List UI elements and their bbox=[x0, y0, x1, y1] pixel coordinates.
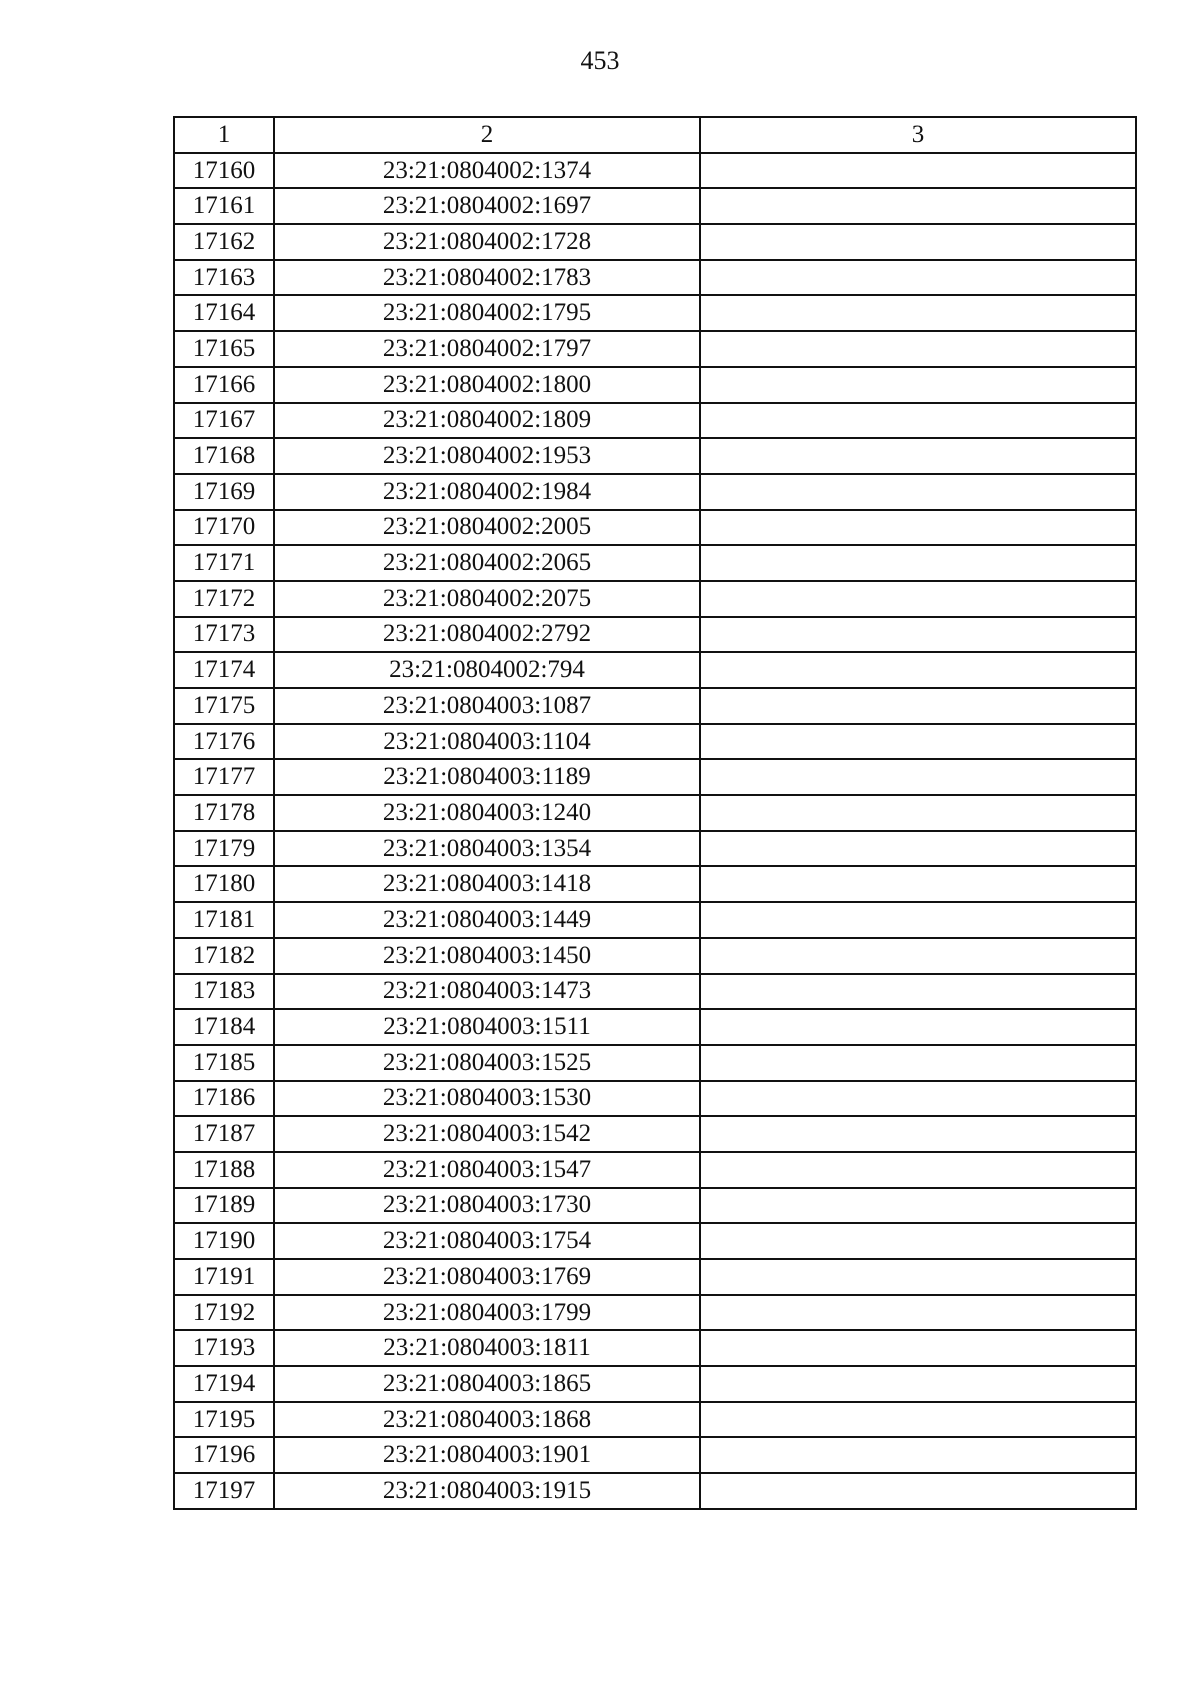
header-col-1: 1 bbox=[174, 117, 274, 153]
cadastral-number-cell: 23:21:0804003:1730 bbox=[274, 1188, 700, 1224]
note-cell bbox=[700, 1295, 1136, 1331]
header-col-2: 2 bbox=[274, 117, 700, 153]
table-row bbox=[174, 724, 1136, 760]
cadastral-number-cell: 23:21:0804003:1525 bbox=[274, 1045, 700, 1081]
note-cell bbox=[700, 1330, 1136, 1366]
table-row bbox=[174, 938, 1136, 974]
table-row bbox=[174, 331, 1136, 367]
table-row bbox=[174, 1152, 1136, 1188]
row-number-cell: 17181 bbox=[174, 902, 274, 938]
note-cell bbox=[700, 831, 1136, 867]
cadastral-number-cell: 23:21:0804003:1754 bbox=[274, 1223, 700, 1259]
cadastral-number-cell: 23:21:0804002:2065 bbox=[274, 545, 700, 581]
row-number-cell: 17169 bbox=[174, 474, 274, 510]
row-number-cell: 17187 bbox=[174, 1116, 274, 1152]
row-number-cell: 17185 bbox=[174, 1045, 274, 1081]
cadastral-number-cell: 23:21:0804002:1809 bbox=[274, 403, 700, 439]
cadastral-number-cell: 23:21:0804003:1473 bbox=[274, 974, 700, 1010]
table-row bbox=[174, 1402, 1136, 1438]
table-row bbox=[174, 866, 1136, 902]
note-cell bbox=[700, 938, 1136, 974]
row-number-cell: 17161 bbox=[174, 188, 274, 224]
row-number-cell: 17173 bbox=[174, 617, 274, 653]
cadastral-number-cell: 23:21:0804002:1797 bbox=[274, 331, 700, 367]
cadastral-number-cell: 23:21:0804003:1542 bbox=[274, 1116, 700, 1152]
cadastral-number-cell: 23:21:0804002:1953 bbox=[274, 438, 700, 474]
cadastral-number-cell: 23:21:0804003:1240 bbox=[274, 795, 700, 831]
note-cell bbox=[700, 367, 1136, 403]
cadastral-number-cell: 23:21:0804002:2005 bbox=[274, 510, 700, 546]
table-row bbox=[174, 438, 1136, 474]
table-row bbox=[174, 545, 1136, 581]
cadastral-number-cell: 23:21:0804003:1915 bbox=[274, 1473, 700, 1509]
note-cell bbox=[700, 224, 1136, 260]
note-cell bbox=[700, 1402, 1136, 1438]
table-row bbox=[174, 1473, 1136, 1509]
row-number-cell: 17166 bbox=[174, 367, 274, 403]
note-cell bbox=[700, 1223, 1136, 1259]
note-cell bbox=[700, 1081, 1136, 1117]
table-row bbox=[174, 510, 1136, 546]
row-number-cell: 17182 bbox=[174, 938, 274, 974]
cadastral-number-cell: 23:21:0804003:1547 bbox=[274, 1152, 700, 1188]
note-cell bbox=[700, 902, 1136, 938]
table-row bbox=[174, 831, 1136, 867]
table-row bbox=[174, 1366, 1136, 1402]
row-number-cell: 17193 bbox=[174, 1330, 274, 1366]
table-row bbox=[174, 1330, 1136, 1366]
cadastral-number-cell: 23:21:0804002:794 bbox=[274, 652, 700, 688]
note-cell bbox=[700, 438, 1136, 474]
cadastral-number-cell: 23:21:0804003:1189 bbox=[274, 759, 700, 795]
note-cell bbox=[700, 724, 1136, 760]
cadastral-number-cell: 23:21:0804002:1783 bbox=[274, 260, 700, 296]
row-number-cell: 17194 bbox=[174, 1366, 274, 1402]
header-col-3: 3 bbox=[700, 117, 1136, 153]
cadastral-number-cell: 23:21:0804003:1449 bbox=[274, 902, 700, 938]
table-row bbox=[174, 188, 1136, 224]
note-cell bbox=[700, 1366, 1136, 1402]
row-number-cell: 17175 bbox=[174, 688, 274, 724]
row-number-cell: 17165 bbox=[174, 331, 274, 367]
table-row bbox=[174, 260, 1136, 296]
note-cell bbox=[700, 153, 1136, 189]
cadastral-number-cell: 23:21:0804002:1374 bbox=[274, 153, 700, 189]
row-number-cell: 17162 bbox=[174, 224, 274, 260]
row-number-cell: 17160 bbox=[174, 153, 274, 189]
table-row bbox=[174, 795, 1136, 831]
note-cell bbox=[700, 510, 1136, 546]
row-number-cell: 17163 bbox=[174, 260, 274, 296]
table-row bbox=[174, 1295, 1136, 1331]
table-row bbox=[174, 1188, 1136, 1224]
note-cell bbox=[700, 1437, 1136, 1473]
table-row bbox=[174, 652, 1136, 688]
cadastral-number-cell: 23:21:0804003:1511 bbox=[274, 1009, 700, 1045]
header-row bbox=[174, 117, 1136, 153]
row-number-cell: 17190 bbox=[174, 1223, 274, 1259]
cadastral-number-cell: 23:21:0804003:1769 bbox=[274, 1259, 700, 1295]
note-cell bbox=[700, 1259, 1136, 1295]
table-row bbox=[174, 1009, 1136, 1045]
row-number-cell: 17164 bbox=[174, 295, 274, 331]
table-row bbox=[174, 759, 1136, 795]
row-number-cell: 17180 bbox=[174, 866, 274, 902]
table-row bbox=[174, 688, 1136, 724]
table-row bbox=[174, 474, 1136, 510]
note-cell bbox=[700, 652, 1136, 688]
row-number-cell: 17197 bbox=[174, 1473, 274, 1509]
row-number-cell: 17168 bbox=[174, 438, 274, 474]
note-cell bbox=[700, 974, 1136, 1010]
row-number-cell: 17179 bbox=[174, 831, 274, 867]
cadastral-number-cell: 23:21:0804002:1984 bbox=[274, 474, 700, 510]
table-row bbox=[174, 902, 1136, 938]
row-number-cell: 17176 bbox=[174, 724, 274, 760]
row-number-cell: 17170 bbox=[174, 510, 274, 546]
cadastral-number-cell: 23:21:0804003:1811 bbox=[274, 1330, 700, 1366]
note-cell bbox=[700, 1009, 1136, 1045]
note-cell bbox=[700, 295, 1136, 331]
cadastral-number-cell: 23:21:0804003:1450 bbox=[274, 938, 700, 974]
table-row bbox=[174, 295, 1136, 331]
table-row bbox=[174, 1437, 1136, 1473]
note-cell bbox=[700, 617, 1136, 653]
row-number-cell: 17171 bbox=[174, 545, 274, 581]
row-number-cell: 17186 bbox=[174, 1081, 274, 1117]
cadastral-number-cell: 23:21:0804003:1087 bbox=[274, 688, 700, 724]
table-header bbox=[174, 117, 1136, 153]
cadastral-number-cell: 23:21:0804003:1865 bbox=[274, 1366, 700, 1402]
note-cell bbox=[700, 545, 1136, 581]
page-number: 453 bbox=[580, 46, 620, 75]
cadastral-number-cell: 23:21:0804003:1418 bbox=[274, 866, 700, 902]
table-body bbox=[174, 153, 1136, 1509]
note-cell bbox=[700, 1188, 1136, 1224]
row-number-cell: 17191 bbox=[174, 1259, 274, 1295]
table-row bbox=[174, 1116, 1136, 1152]
row-number-cell: 17177 bbox=[174, 759, 274, 795]
cadastral-number-cell: 23:21:0804003:1104 bbox=[274, 724, 700, 760]
note-cell bbox=[700, 188, 1136, 224]
row-number-cell: 17184 bbox=[174, 1009, 274, 1045]
cadastral-number-cell: 23:21:0804002:1795 bbox=[274, 295, 700, 331]
note-cell bbox=[700, 331, 1136, 367]
cadastral-number-cell: 23:21:0804003:1799 bbox=[274, 1295, 700, 1331]
cadastral-number-cell: 23:21:0804003:1354 bbox=[274, 831, 700, 867]
cadastral-number-cell: 23:21:0804002:1728 bbox=[274, 224, 700, 260]
row-number-cell: 17183 bbox=[174, 974, 274, 1010]
table-row bbox=[174, 403, 1136, 439]
cadastral-number-cell: 23:21:0804003:1530 bbox=[274, 1081, 700, 1117]
cadastral-number-cell: 23:21:0804002:2792 bbox=[274, 617, 700, 653]
row-number-cell: 17174 bbox=[174, 652, 274, 688]
table-row bbox=[174, 153, 1136, 189]
row-number-cell: 17195 bbox=[174, 1402, 274, 1438]
row-number-cell: 17192 bbox=[174, 1295, 274, 1331]
note-cell bbox=[700, 1116, 1136, 1152]
cadastral-number-cell: 23:21:0804002:2075 bbox=[274, 581, 700, 617]
cadastral-number-cell: 23:21:0804003:1901 bbox=[274, 1437, 700, 1473]
table-row bbox=[174, 974, 1136, 1010]
row-number-cell: 17167 bbox=[174, 403, 274, 439]
note-cell bbox=[700, 688, 1136, 724]
table-row bbox=[174, 581, 1136, 617]
table-row bbox=[174, 1223, 1136, 1259]
row-number-cell: 17178 bbox=[174, 795, 274, 831]
note-cell bbox=[700, 1152, 1136, 1188]
cadastral-number-cell: 23:21:0804002:1697 bbox=[274, 188, 700, 224]
note-cell bbox=[700, 759, 1136, 795]
note-cell bbox=[700, 866, 1136, 902]
registry-table bbox=[173, 116, 1137, 1510]
row-number-cell: 17188 bbox=[174, 1152, 274, 1188]
table-row bbox=[174, 367, 1136, 403]
note-cell bbox=[700, 260, 1136, 296]
row-number-cell: 17172 bbox=[174, 581, 274, 617]
table-row bbox=[174, 617, 1136, 653]
table-row bbox=[174, 1081, 1136, 1117]
table-row bbox=[174, 1045, 1136, 1081]
note-cell bbox=[700, 474, 1136, 510]
note-cell bbox=[700, 1473, 1136, 1509]
row-number-cell: 17189 bbox=[174, 1188, 274, 1224]
row-number-cell: 17196 bbox=[174, 1437, 274, 1473]
table-row bbox=[174, 1259, 1136, 1295]
note-cell bbox=[700, 1045, 1136, 1081]
note-cell bbox=[700, 795, 1136, 831]
cadastral-number-cell: 23:21:0804002:1800 bbox=[274, 367, 700, 403]
table-row bbox=[174, 224, 1136, 260]
cadastral-number-cell: 23:21:0804003:1868 bbox=[274, 1402, 700, 1438]
note-cell bbox=[700, 581, 1136, 617]
note-cell bbox=[700, 403, 1136, 439]
